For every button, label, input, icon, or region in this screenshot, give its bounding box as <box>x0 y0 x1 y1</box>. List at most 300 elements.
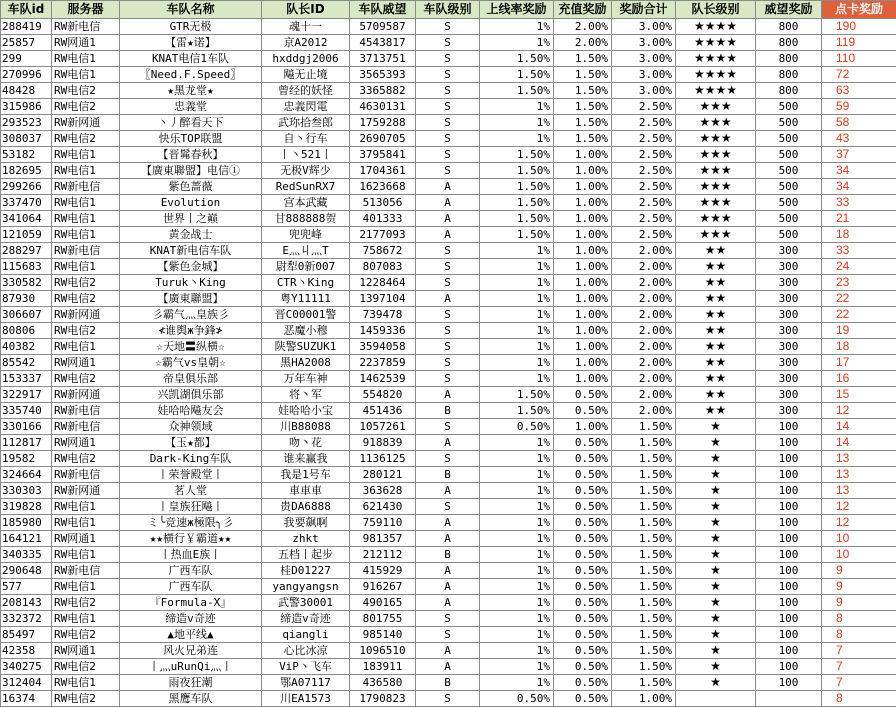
cell-online-reward: 1% <box>480 115 554 131</box>
cell-reward-total: 1.50% <box>612 643 676 659</box>
cell-online-reward: 1% <box>480 371 554 387</box>
cell-team-name: 茗人堂 <box>120 483 262 499</box>
cell-captain-id: 武珎拾叁郎 <box>262 115 350 131</box>
cell-prestige-reward: 100 <box>756 483 822 499</box>
cell-captain-stars: ★ <box>676 579 756 595</box>
cell-prestige: 3365882 <box>350 83 416 99</box>
cell-team-name: 快乐TOP联盟 <box>120 131 262 147</box>
cell-card-reward: 12 <box>822 499 896 515</box>
cell-prestige: 801755 <box>350 611 416 627</box>
cell-reward-total: 1.50% <box>612 483 676 499</box>
cell-team-id: 288297 <box>1 243 52 259</box>
cell-prestige-reward: 100 <box>756 595 822 611</box>
cell-card-reward: 190 <box>822 19 896 35</box>
cell-level: S <box>416 611 480 627</box>
cell-level: S <box>416 339 480 355</box>
table-row <box>1 499 896 515</box>
cell-level: S <box>416 35 480 51</box>
cell-captain-stars: ★ <box>676 547 756 563</box>
cell-captain-stars: ★★ <box>676 291 756 307</box>
cell-card-reward: 21 <box>822 211 896 227</box>
cell-prestige-reward: 300 <box>756 339 822 355</box>
cell-team-id: 340335 <box>1 547 52 563</box>
cell-server: RW新网通 <box>52 115 120 131</box>
cell-captain-id: CTR丶King <box>262 275 350 291</box>
col-header-card-reward: 点卡奖励 <box>822 1 896 19</box>
cell-team-id: 25857 <box>1 35 52 51</box>
table-row <box>1 19 896 35</box>
cell-recharge-reward: 1.50% <box>554 99 612 115</box>
cell-prestige-reward <box>756 691 822 707</box>
cell-server: RW新电信 <box>52 563 120 579</box>
cell-captain-stars: ★★★★ <box>676 67 756 83</box>
cell-level: A <box>416 595 480 611</box>
cell-server: RW新网通 <box>52 307 120 323</box>
cell-online-reward: 1.50% <box>480 227 554 243</box>
table-row <box>1 643 896 659</box>
cell-team-name: 丨灬uRunQi灬丨 <box>120 659 262 675</box>
cell-captain-id: 川EA1573 <box>262 691 350 707</box>
table-row <box>1 467 896 483</box>
cell-card-reward: 33 <box>822 243 896 259</box>
cell-team-name: 【廣東聯盟】 <box>120 291 262 307</box>
cell-captain-id: 鄂A07117 <box>262 675 350 691</box>
cell-team-name: 帝皇俱乐部 <box>120 371 262 387</box>
cell-prestige: 4630131 <box>350 99 416 115</box>
cell-prestige-reward: 100 <box>756 419 822 435</box>
cell-team-name: 广西车队 <box>120 563 262 579</box>
col-header-level: 车队级别 <box>416 1 480 19</box>
cell-server: RW电信1 <box>52 163 120 179</box>
cell-card-reward: 19 <box>822 323 896 339</box>
cell-level: S <box>416 419 480 435</box>
cell-card-reward: 8 <box>822 691 896 707</box>
table-row <box>1 147 896 163</box>
cell-online-reward: 1% <box>480 643 554 659</box>
cell-recharge-reward: 0.50% <box>554 547 612 563</box>
cell-recharge-reward: 1.00% <box>554 275 612 291</box>
cell-captain-id: 兜兜峰 <box>262 227 350 243</box>
cell-card-reward: 33 <box>822 195 896 211</box>
cell-card-reward: 17 <box>822 355 896 371</box>
cell-card-reward: 7 <box>822 675 896 691</box>
cell-reward-total: 2.50% <box>612 179 676 195</box>
cell-card-reward: 119 <box>822 35 896 51</box>
cell-reward-total: 1.50% <box>612 611 676 627</box>
table-row <box>1 115 896 131</box>
cell-prestige-reward: 500 <box>756 227 822 243</box>
cell-prestige-reward: 800 <box>756 19 822 35</box>
cell-prestige-reward: 100 <box>756 547 822 563</box>
cell-prestige-reward: 100 <box>756 611 822 627</box>
cell-online-reward: 1.50% <box>480 83 554 99</box>
cell-team-id: 312404 <box>1 675 52 691</box>
cell-server: RW电信2 <box>52 451 120 467</box>
cell-reward-total: 1.50% <box>612 531 676 547</box>
cell-prestige: 3565393 <box>350 67 416 83</box>
cell-online-reward: 1% <box>480 131 554 147</box>
cell-recharge-reward: 1.50% <box>554 51 612 67</box>
cell-prestige-reward: 100 <box>756 499 822 515</box>
cell-card-reward: 16 <box>822 371 896 387</box>
cell-server: RW新电信 <box>52 243 120 259</box>
cell-card-reward: 8 <box>822 627 896 643</box>
cell-captain-stars: ★★ <box>676 259 756 275</box>
cell-recharge-reward: 1.50% <box>554 67 612 83</box>
cell-captain-stars: ★★★ <box>676 195 756 211</box>
cell-recharge-reward: 0.50% <box>554 595 612 611</box>
cell-level: S <box>416 499 480 515</box>
cell-captain-stars: ★ <box>676 499 756 515</box>
cell-server: RW电信1 <box>52 515 120 531</box>
table-row <box>1 451 896 467</box>
cell-captain-id: 娃哈哈小宝 <box>262 403 350 419</box>
cell-team-id: 185980 <box>1 515 52 531</box>
cell-team-name: 彡霸气灬皇族彡 <box>120 307 262 323</box>
cell-recharge-reward: 1.00% <box>554 355 612 371</box>
cell-prestige: 1759288 <box>350 115 416 131</box>
cell-captain-stars: ★★★ <box>676 147 756 163</box>
cell-captain-id: 粤Y11111 <box>262 291 350 307</box>
cell-online-reward: 1% <box>480 627 554 643</box>
cell-team-name: 风火兄弟连 <box>120 643 262 659</box>
cell-captain-stars: ★ <box>676 467 756 483</box>
cell-online-reward: 1.50% <box>480 147 554 163</box>
cell-online-reward: 1% <box>480 611 554 627</box>
col-header-captain-level: 队长级别 <box>676 1 756 19</box>
cell-team-id: 322917 <box>1 387 52 403</box>
cell-reward-total: 1.50% <box>612 419 676 435</box>
cell-team-id: 324664 <box>1 467 52 483</box>
cell-recharge-reward: 1.00% <box>554 211 612 227</box>
cell-recharge-reward: 0.50% <box>554 627 612 643</box>
cell-team-id: 53182 <box>1 147 52 163</box>
cell-team-id: 48428 <box>1 83 52 99</box>
cell-level: S <box>416 67 480 83</box>
cell-team-name: 兴凯湖俱乐部 <box>120 387 262 403</box>
cell-card-reward: 24 <box>822 259 896 275</box>
cell-team-id: 19582 <box>1 451 52 467</box>
cell-captain-stars: ★ <box>676 563 756 579</box>
cell-server: RW新电信 <box>52 403 120 419</box>
cell-card-reward: 13 <box>822 467 896 483</box>
cell-prestige: 1057261 <box>350 419 416 435</box>
cell-team-name: 【雷★诺】 <box>120 35 262 51</box>
cell-card-reward: 13 <box>822 483 896 499</box>
cell-server: RW网通1 <box>52 643 120 659</box>
cell-captain-id: 自丶行车 <box>262 131 350 147</box>
cell-card-reward: 8 <box>822 611 896 627</box>
cell-level: B <box>416 467 480 483</box>
table-row <box>1 531 896 547</box>
cell-server: RW电信1 <box>52 259 120 275</box>
cell-reward-total: 1.50% <box>612 595 676 611</box>
cell-prestige-reward: 100 <box>756 643 822 659</box>
cell-captain-stars: ★★★★ <box>676 83 756 99</box>
cell-level: B <box>416 547 480 563</box>
cell-team-name: 丨皇族狂飚丨 <box>120 499 262 515</box>
cell-prestige-reward: 500 <box>756 131 822 147</box>
cell-server: RW新电信 <box>52 419 120 435</box>
cell-captain-id: hxddgj2006 <box>262 51 350 67</box>
cell-captain-id: 五档丨起步 <box>262 547 350 563</box>
cell-card-reward: 18 <box>822 339 896 355</box>
col-header-online-reward: 上线率奖励 <box>480 1 554 19</box>
cell-team-name: ☆天地〓纵横☆ <box>120 339 262 355</box>
cell-captain-stars: ★★★ <box>676 211 756 227</box>
cell-team-id: 299 <box>1 51 52 67</box>
cell-reward-total: 2.50% <box>612 211 676 227</box>
cell-team-name: 【玉★都】 <box>120 435 262 451</box>
col-header-captain-id: 队长ID <box>262 1 350 19</box>
cell-captain-id: 我要飙啊 <box>262 515 350 531</box>
cell-recharge-reward: 0.50% <box>554 675 612 691</box>
table-row <box>1 243 896 259</box>
cell-captain-stars: ★ <box>676 531 756 547</box>
table-row <box>1 435 896 451</box>
cell-captain-stars: ★ <box>676 483 756 499</box>
cell-online-reward: 1% <box>480 99 554 115</box>
table-row <box>1 275 896 291</box>
cell-captain-id: 无极V辉少 <box>262 163 350 179</box>
cell-team-id: 80806 <box>1 323 52 339</box>
cell-level: A <box>416 579 480 595</box>
cell-card-reward: 15 <box>822 387 896 403</box>
cell-recharge-reward: 1.00% <box>554 243 612 259</box>
cell-card-reward: 18 <box>822 227 896 243</box>
cell-captain-stars: ★★★ <box>676 227 756 243</box>
table-row <box>1 131 896 147</box>
cell-team-name: 雨夜狂潮 <box>120 675 262 691</box>
cell-team-name: 广西车队 <box>120 579 262 595</box>
cell-prestige-reward: 800 <box>756 51 822 67</box>
cell-level: S <box>416 19 480 35</box>
cell-prestige-reward: 500 <box>756 147 822 163</box>
cell-server: RW电信1 <box>52 211 120 227</box>
cell-recharge-reward: 1.50% <box>554 115 612 131</box>
cell-online-reward: 1.50% <box>480 67 554 83</box>
cell-reward-total: 2.50% <box>612 195 676 211</box>
cell-recharge-reward: 1.00% <box>554 307 612 323</box>
cell-reward-total: 2.00% <box>612 291 676 307</box>
cell-reward-total: 1.50% <box>612 579 676 595</box>
table-row <box>1 259 896 275</box>
cell-prestige-reward: 300 <box>756 275 822 291</box>
cell-reward-total: 2.00% <box>612 323 676 339</box>
cell-team-name: 【廣東聯盟】电信① <box>120 163 262 179</box>
col-header-prestige: 车队威望 <box>350 1 416 19</box>
cell-prestige: 3795841 <box>350 147 416 163</box>
cell-level: S <box>416 691 480 707</box>
cell-team-name: ▲地平线▲ <box>120 627 262 643</box>
cell-recharge-reward: 1.50% <box>554 83 612 99</box>
cell-prestige: 916267 <box>350 579 416 595</box>
cell-captain-id: 車車車 <box>262 483 350 499</box>
table-body <box>1 19 896 707</box>
table-row <box>1 227 896 243</box>
cell-prestige: 513056 <box>350 195 416 211</box>
cell-server: RW电信1 <box>52 227 120 243</box>
cell-team-name: 世界丨之巅 <box>120 211 262 227</box>
table-row <box>1 563 896 579</box>
cell-reward-total: 2.00% <box>612 339 676 355</box>
cell-captain-stars: ★★★★ <box>676 35 756 51</box>
cell-card-reward: 14 <box>822 419 896 435</box>
cell-prestige-reward: 800 <box>756 67 822 83</box>
cell-prestige: 918839 <box>350 435 416 451</box>
cell-team-id: 299266 <box>1 179 52 195</box>
cell-team-id: 315986 <box>1 99 52 115</box>
col-header-server: 服务器 <box>52 1 120 19</box>
table-row <box>1 211 896 227</box>
cell-prestige-reward: 800 <box>756 83 822 99</box>
cell-prestige: 807083 <box>350 259 416 275</box>
cell-prestige-reward: 300 <box>756 387 822 403</box>
cell-team-id: 121059 <box>1 227 52 243</box>
cell-reward-total: 2.50% <box>612 227 676 243</box>
cell-prestige: 1790823 <box>350 691 416 707</box>
cell-online-reward: 1% <box>480 531 554 547</box>
table-row <box>1 323 896 339</box>
table-row <box>1 579 896 595</box>
cell-team-name: 黄金战士 <box>120 227 262 243</box>
cell-online-reward: 1.50% <box>480 403 554 419</box>
cell-recharge-reward: 0.50% <box>554 515 612 531</box>
cell-captain-id: 丨丶521丨 <box>262 147 350 163</box>
cell-prestige: 1228464 <box>350 275 416 291</box>
cell-team-name: 娃哈哈飚友会 <box>120 403 262 419</box>
cell-prestige: 554820 <box>350 387 416 403</box>
cell-captain-id: 魂十一 <box>262 19 350 35</box>
cell-online-reward: 1% <box>480 451 554 467</box>
cell-team-id: 87930 <box>1 291 52 307</box>
cell-card-reward: 7 <box>822 643 896 659</box>
cell-team-id: 16374 <box>1 691 52 707</box>
cell-captain-stars: ★ <box>676 659 756 675</box>
cell-online-reward: 1.50% <box>480 163 554 179</box>
cell-server: RW电信2 <box>52 595 120 611</box>
cell-card-reward: 72 <box>822 67 896 83</box>
cell-level: S <box>416 243 480 259</box>
cell-prestige-reward: 100 <box>756 515 822 531</box>
cell-recharge-reward: 1.00% <box>554 259 612 275</box>
cell-prestige: 621430 <box>350 499 416 515</box>
cell-team-id: 293523 <box>1 115 52 131</box>
cell-reward-total: 2.50% <box>612 99 676 115</box>
cell-prestige: 4543817 <box>350 35 416 51</box>
cell-prestige: 1397104 <box>350 291 416 307</box>
col-header-team-id: 车队id <box>1 1 52 19</box>
cell-captain-stars: ★ <box>676 595 756 611</box>
cell-team-name: Evolution <box>120 195 262 211</box>
cell-captain-id: E灬丩灬T <box>262 243 350 259</box>
cell-level: B <box>416 403 480 419</box>
cell-level: A <box>416 195 480 211</box>
cell-captain-stars: ★★ <box>676 323 756 339</box>
cell-level: S <box>416 131 480 147</box>
table-row <box>1 83 896 99</box>
cell-captain-stars: ★★★ <box>676 179 756 195</box>
cell-prestige: 3713751 <box>350 51 416 67</box>
cell-recharge-reward: 1.50% <box>554 131 612 147</box>
cell-reward-total: 1.50% <box>612 435 676 451</box>
cell-level: S <box>416 307 480 323</box>
cell-recharge-reward: 0.50% <box>554 691 612 707</box>
cell-level: A <box>416 563 480 579</box>
cell-server: RW电信2 <box>52 131 120 147</box>
cell-captain-stars: ★★ <box>676 339 756 355</box>
cell-online-reward: 1% <box>480 323 554 339</box>
cell-prestige: 759110 <box>350 515 416 531</box>
cell-prestige: 280121 <box>350 467 416 483</box>
cell-online-reward: 1.50% <box>480 387 554 403</box>
cell-team-name: ☆霸气vs皇朝☆ <box>120 355 262 371</box>
cell-server: RW新电信 <box>52 467 120 483</box>
cell-team-id: 270996 <box>1 67 52 83</box>
cell-server: RW电信1 <box>52 339 120 355</box>
cell-reward-total: 1.50% <box>612 467 676 483</box>
cell-captain-id: 黑HA2008 <box>262 355 350 371</box>
cell-prestige-reward: 300 <box>756 291 822 307</box>
cell-prestige-reward: 100 <box>756 675 822 691</box>
cell-team-name: ミ╰竞速ж極限╮彡 <box>120 515 262 531</box>
cell-server: RW电信2 <box>52 99 120 115</box>
cell-captain-id: 曾经的妖怪 <box>262 83 350 99</box>
cell-server: RW电信1 <box>52 675 120 691</box>
table-row <box>1 195 896 211</box>
cell-captain-id: 川B88088 <box>262 419 350 435</box>
cell-online-reward: 1% <box>480 483 554 499</box>
cell-online-reward: 1.50% <box>480 179 554 195</box>
cell-reward-total: 2.00% <box>612 307 676 323</box>
cell-reward-total: 1.50% <box>612 499 676 515</box>
cell-level: A <box>416 211 480 227</box>
cell-prestige: 1459336 <box>350 323 416 339</box>
cell-team-id: 288419 <box>1 19 52 35</box>
cell-captain-stars <box>676 691 756 707</box>
cell-prestige: 1136125 <box>350 451 416 467</box>
cell-team-name: 紫色蔷薇 <box>120 179 262 195</box>
cell-reward-total: 2.50% <box>612 131 676 147</box>
cell-recharge-reward: 0.50% <box>554 467 612 483</box>
cell-prestige: 1623668 <box>350 179 416 195</box>
cell-online-reward: 1.50% <box>480 195 554 211</box>
cell-server: RW电信1 <box>52 51 120 67</box>
cell-prestige-reward: 500 <box>756 163 822 179</box>
table-row <box>1 51 896 67</box>
cell-team-name: 众神领域 <box>120 419 262 435</box>
cell-captain-stars: ★ <box>676 451 756 467</box>
cell-captain-id: 宫本武藏 <box>262 195 350 211</box>
cell-captain-stars: ★★ <box>676 371 756 387</box>
table-row <box>1 547 896 563</box>
cell-online-reward: 1% <box>480 307 554 323</box>
cell-team-name: KNAT新电信车队 <box>120 243 262 259</box>
cell-level: S <box>416 259 480 275</box>
cell-team-name: Dark-King车队 <box>120 451 262 467</box>
cell-level: B <box>416 675 480 691</box>
cell-level: S <box>416 99 480 115</box>
cell-recharge-reward: 1.00% <box>554 147 612 163</box>
cell-captain-stars: ★ <box>676 675 756 691</box>
cell-prestige-reward: 300 <box>756 355 822 371</box>
cell-prestige: 1096510 <box>350 643 416 659</box>
cell-reward-total: 1.50% <box>612 451 676 467</box>
cell-captain-id: 谁来赢我 <box>262 451 350 467</box>
cell-captain-stars: ★★★★ <box>676 51 756 67</box>
cell-online-reward: 1% <box>480 435 554 451</box>
cell-prestige: 981357 <box>350 531 416 547</box>
